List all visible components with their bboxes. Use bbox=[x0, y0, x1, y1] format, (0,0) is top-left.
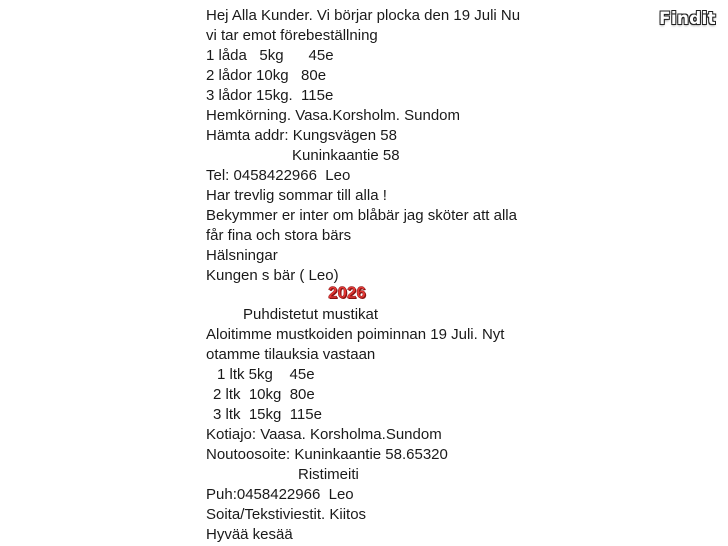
swedish-line-pickup-address-2: Kuninkaantie 58 bbox=[292, 147, 400, 164]
swedish-line-quality-2: får fina och stora bärs bbox=[206, 227, 352, 244]
swedish-line-quality-1: Bekymmer er inter om blåbär jag sköter att alla bbox=[206, 207, 517, 224]
finnish-line-pickup-address: Noutoosoite: Kuninkaantie 58.65320 bbox=[206, 446, 448, 463]
finnish-line-delivery: Kotiajo: Vaasa. Korsholma.Sundom bbox=[206, 426, 442, 443]
finnish-price-3-boxes: 3 ltk 15kg 115e bbox=[213, 406, 322, 423]
swedish-price-2-boxes: 2 lådor 10kg 80e bbox=[206, 67, 327, 84]
swedish-line-delivery: Hemkörning. Vasa.Korsholm. Sundom bbox=[206, 107, 461, 124]
swedish-line-summer-wish: Har trevlig sommar till alla ! bbox=[206, 187, 387, 204]
swedish-line-greeting: Hej Alla Kunder. Vi börjar plocka den 19 Juli Nu bbox=[206, 7, 521, 24]
cropped-text-fragment bbox=[200, 0, 300, 1]
finnish-line-pickup-area: Ristimeiti bbox=[298, 466, 359, 483]
swedish-line-phone: Tel: 0458422966 Leo bbox=[206, 167, 351, 184]
finnish-price-1-box: 1 ltk 5kg 45e bbox=[217, 366, 315, 383]
finnish-price-2-boxes: 2 ltk 10kg 80e bbox=[213, 386, 315, 403]
swedish-line-preorder: vi tar emot förebeställning bbox=[206, 27, 378, 44]
finnish-line-orders: otamme tilauksia vastaan bbox=[206, 346, 376, 363]
finnish-line-summer-wish: Hyvää kesää bbox=[206, 526, 293, 543]
swedish-price-3-boxes: 3 lådor 15kg. 115e bbox=[206, 87, 334, 104]
swedish-line-signature: Kungen s bär ( Leo) bbox=[206, 267, 339, 284]
finnish-line-contact: Soita/Tekstiviestit. Kiitos bbox=[206, 506, 367, 523]
findit-logo: Findit bbox=[659, 9, 716, 29]
swedish-line-regards: Hälsningar bbox=[206, 247, 278, 264]
swedish-price-1-box: 1 låda 5kg 45e bbox=[206, 47, 334, 64]
finnish-line-title: Puhdistetut mustikat bbox=[243, 306, 379, 323]
finnish-line-start: Aloitimme mustkoiden poiminnan 19 Juli. Nyt bbox=[206, 326, 505, 343]
finnish-line-phone: Puh:0458422966 Leo bbox=[206, 486, 354, 503]
swedish-line-pickup-address: Hämta addr: Kungsvägen 58 bbox=[206, 127, 397, 144]
year-heading: 2026 bbox=[328, 283, 366, 302]
